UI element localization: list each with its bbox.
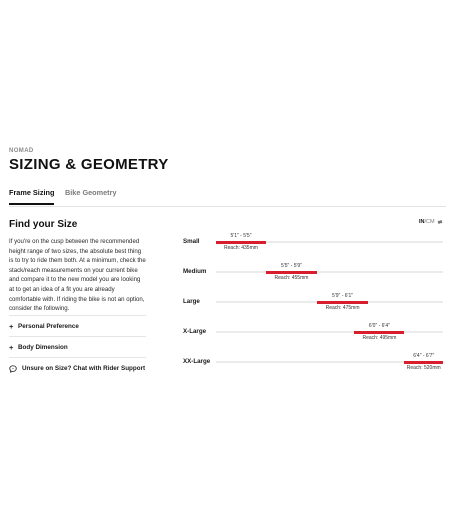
size-range-bar — [404, 361, 443, 364]
size-range-track — [216, 301, 443, 303]
unit-separator: / — [424, 219, 427, 225]
reach-label: Reach: 455mm — [274, 275, 309, 281]
height-range-label: 5'9" - 6'1" — [332, 293, 354, 299]
tab-frame-sizing[interactable]: Frame Sizing — [9, 188, 55, 197]
unit-cm[interactable]: CM — [426, 219, 435, 225]
accordion-body-dimension[interactable] — [9, 336, 146, 358]
plus-icon: + — [9, 342, 14, 352]
page-title: SIZING & GEOMETRY — [9, 156, 169, 173]
size-range-track — [216, 361, 443, 363]
chat-bubble-icon — [9, 365, 17, 373]
brand-eyebrow: NOMAD — [9, 148, 34, 154]
rider-support-label: Unsure on Size? Chat with Rider Support — [22, 365, 146, 372]
size-range-track — [216, 331, 443, 333]
height-range-label: 6'4" - 6'7" — [413, 353, 435, 359]
size-label: X-Large — [183, 328, 207, 335]
size-range-bar — [354, 331, 404, 334]
find-size-description: If you're on the cusp between the recommended height range of two sizes, the absolute best thing is to try to ride them both. At a minimum, check the stack/reach measurements on your current bike and compare it to the new model you are looking at to get an idea of a fit you are already comfortable with. If riding the bike is not an option, consider the following. — [9, 238, 146, 313]
size-range-bar — [317, 301, 368, 304]
size-label: Large — [183, 298, 200, 305]
unit-in[interactable]: IN — [419, 219, 425, 225]
size-label: Small — [183, 238, 200, 245]
size-range-track — [216, 271, 443, 273]
size-range-bar — [216, 241, 266, 244]
accordion-label: Personal Preference — [18, 322, 79, 330]
size-label: Medium — [183, 268, 207, 275]
tab-bike-geometry[interactable]: Bike Geometry — [65, 188, 117, 197]
reach-label: Reach: 475mm — [325, 305, 360, 311]
accordion-personal-preference[interactable] — [9, 315, 146, 336]
reach-label: Reach: 495mm — [362, 335, 397, 341]
swap-arrows-icon — [437, 219, 443, 225]
size-label: XX-Large — [183, 358, 211, 365]
reach-label: Reach: 435mm — [224, 245, 258, 251]
height-range-label: 6'0" - 6'4" — [368, 323, 390, 329]
size-range-track — [216, 241, 443, 243]
height-range-label: 5'1" - 5'5" — [230, 233, 252, 239]
find-size-title: Find your Size — [9, 219, 78, 230]
reach-label: Reach: 520mm — [406, 365, 441, 371]
height-range-label: 5'5" - 5'9" — [280, 263, 302, 269]
unit-toggle[interactable] — [419, 219, 443, 225]
size-range-bar — [266, 271, 317, 274]
plus-icon: + — [9, 321, 14, 331]
tab-bar — [9, 186, 446, 207]
accordion-label: Body Dimension — [18, 343, 68, 351]
find-size-panel — [9, 219, 146, 314]
rider-support-link[interactable] — [9, 363, 145, 374]
